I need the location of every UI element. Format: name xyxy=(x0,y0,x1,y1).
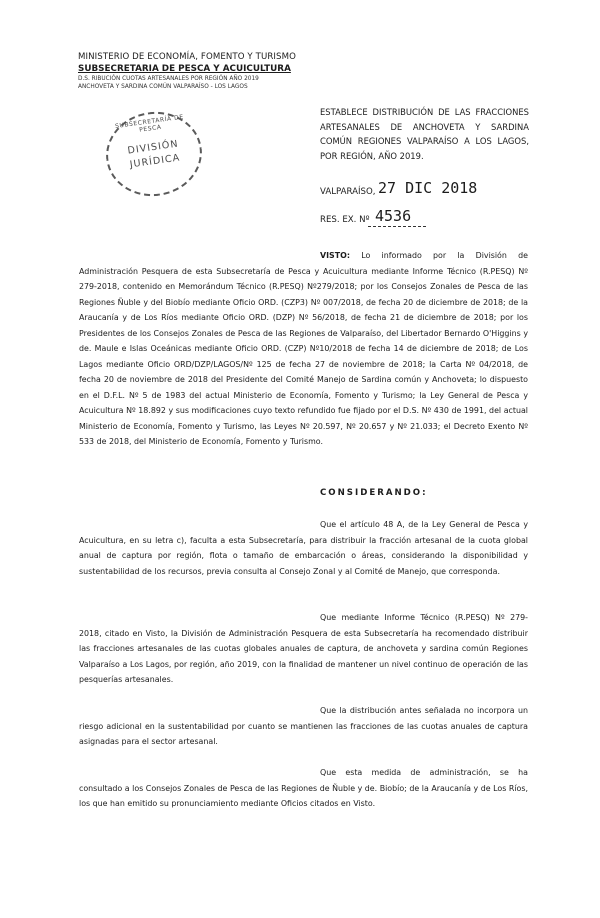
place-city: VALPARAÍSO, xyxy=(320,187,376,197)
stamp-ring-text: SUBSECRETARÍA DE PESCA xyxy=(114,113,185,134)
visto-text: Lo informado por la División de Administración Pesquera de esta Subsecretaría de Pesca y Acuicultura mediante Informe Técnico (R.PESQ) Nº 279-2018, contenido en Memorándum Técnico (R.PESQ) Nº279/2018; por los Consejos Zonales de Pesca de las Regiones Ñuble y del Biobío mediante Oficio ORD. (CZP3) Nº 007/2018, de fecha 20 de diciembre de 2018; de la Araucanía y de Los Ríos mediante Oficio ORD. (DZP) Nº 56/2018, de fecha 21 de diciembre de 2018; por los Presidentes de los Consejos Zonales de Pesca de las Regiones de Valparaíso, del Libertador Bernardo O'Higgins y de. Maule e Islas Oceánicas mediante Oficio ORD. (CZP) Nº10/2018 de fecha 14 de diciembre de 2018; de Los Lagos mediante Oficio ORD/DZP/LAGOS/Nº 125 de fecha 27 de noviembre de 2018; la Carta Nº 04/2018, de fecha 20 de noviembre de 2018 del Presidente del Comité Manejo de Sardina común y Anchoveta; lo dispuesto en el D.F.L. Nº 5 de 1983 del actual Ministerio de Economía, Fomento y Turismo; la Ley General de Pesca y Acuicultura Nº 18.892 y sus modificaciones cuyo texto refundido fue fijado por el D.S. Nº 430 de 1991, del actual Ministerio de Economía, Fomento y Turismo, las Leyes Nº 20.597, Nº 20.657 y Nº 21.033; el Decreto Exento Nº 533 de 2018, del Ministerio de Economía, Fomento y Turismo. xyxy=(79,251,528,446)
visto-paragraph xyxy=(79,248,528,450)
reference-line-1: D.S. RIBUCIÓN CUOTAS ARTESANALES POR REGIÓN AÑO 2019 xyxy=(78,76,259,82)
number-underline xyxy=(368,226,426,227)
resolution-subject: ESTABLECE DISTRIBUCIÓN DE LAS FRACCIONES ARTESANALES DE ANCHOVETA Y SARDINA COMÚN REGIONES VALPARAÍSO A LOS LAGOS, POR REGIÓN, AÑO 2019. xyxy=(320,107,529,161)
reference-line-2: ANCHOVETA Y SARDINA COMÚN VALPARAÍSO - LOS LAGOS xyxy=(78,84,248,90)
considerando-paragraph-3: Que la distribución antes señalada no incorpora un riesgo adicional en la sustentabilidad por cuanto se mantienen las fracciones de las cuotas anuales de captura asignadas para el sector artesanal. xyxy=(79,706,528,746)
letterhead xyxy=(78,52,328,91)
division-juridica-stamp xyxy=(101,106,208,203)
stamp-word-juridica: JURÍDICA xyxy=(129,152,181,171)
stamped-date: 27 DIC 2018 xyxy=(378,179,478,197)
resolution-label: RES. EX. Nº xyxy=(320,215,370,225)
place-date xyxy=(320,179,550,203)
subsecretaria-name: SUBSECRETARIA DE PESCA Y ACUICULTURA xyxy=(78,64,291,74)
visto-label: VISTO: xyxy=(320,251,350,260)
considerando-heading: CONSIDERANDO: xyxy=(320,488,428,498)
resolution-number-block xyxy=(320,207,550,231)
considerando-paragraph-1: Que el artículo 48 A, de la Ley General de Pesca y Acuicultura, en su letra c), faculta a esta Subsecretaría, para distribuir la fracción artesanal de la cuota global anual de captura por región, flota o tamaño de embarcación o áreas, considerando la disponibilidad y sustentabilidad de los recursos, previa consulta al Consejo Zonal y al Comité de Manejo, que corresponda. xyxy=(79,520,528,576)
resolution-number: 4536 xyxy=(375,207,412,225)
ministry-name: MINISTERIO DE ECONOMÍA, FOMENTO Y TURISMO xyxy=(78,52,296,62)
stamp-word-division: DIVISIÓN xyxy=(126,138,180,157)
considerando-paragraph-4: Que esta medida de administración, se ha consultado a los Consejos Zonales de Pesca de las Regiones de Ñuble y de. Biobío; de la Araucanía y de Los Ríos, los que han emitido su pronunciamiento mediante Oficios citados en Visto. xyxy=(79,768,528,808)
considerando-paragraph-2: Que mediante Informe Técnico (R.PESQ) Nº 279-2018, citado en Visto, la División de Administración Pesquera de esta Subsecretaría ha recomendado distribuir las fracciones artesanales de las cuotas globales anuales de captura, de anchoveta y sardina común Regiones Valparaíso a Los Lagos, por región, año 2019, con la finalidad de mantener un nivel continuo de operación de las pesquerías artesanales. xyxy=(79,613,528,684)
